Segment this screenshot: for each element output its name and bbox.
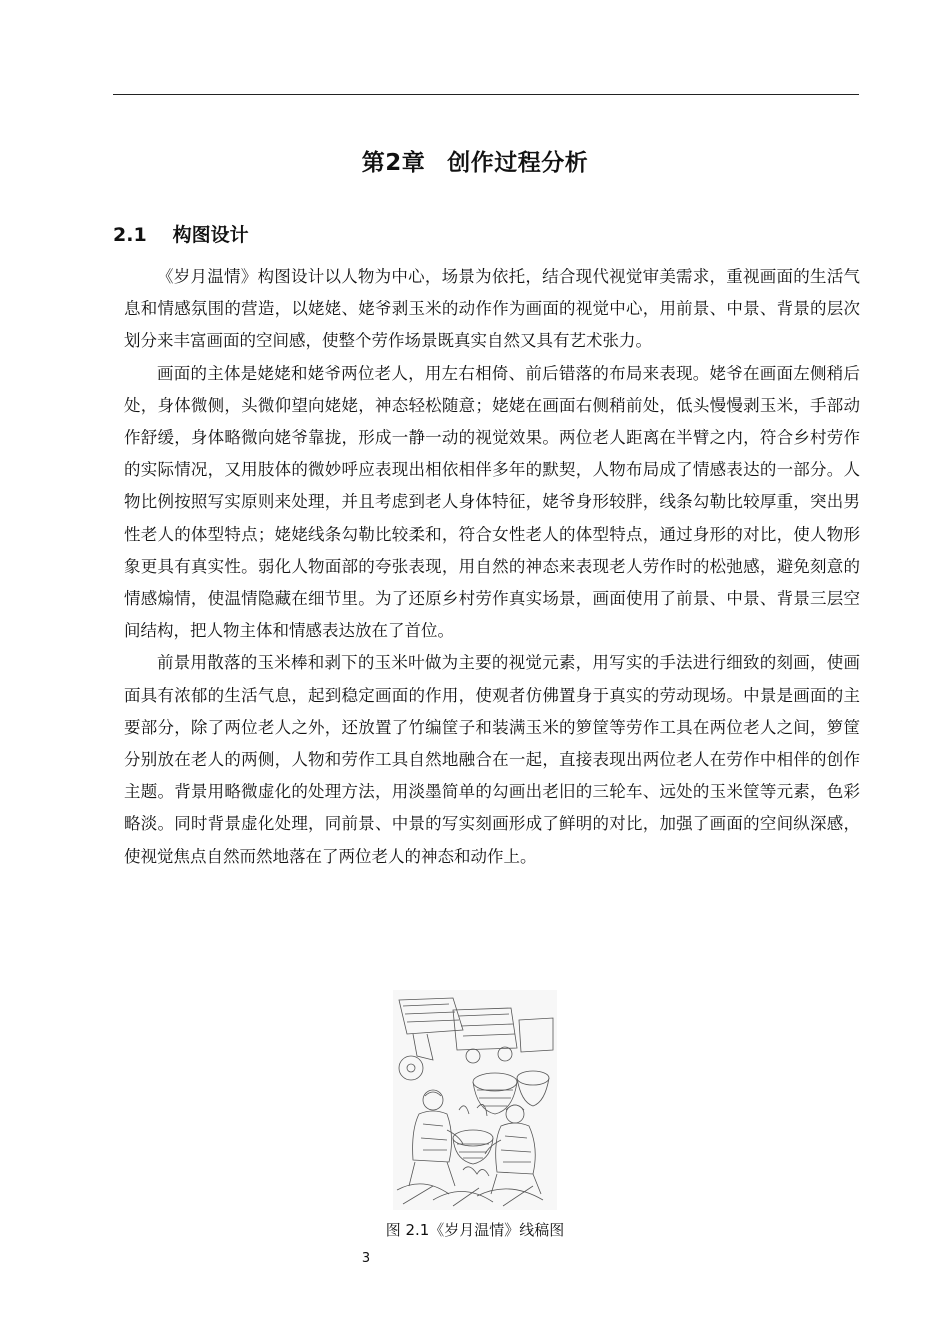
figure-line-drawing (393, 990, 557, 1210)
section-number: 2.1 (113, 224, 147, 246)
chapter-label: 第2章 (361, 150, 426, 176)
section-heading (113, 221, 249, 249)
paragraph-2: 画面的主体是姥姥和姥爷两位老人，用左右相倚、前后错落的布局来表现。姥爷在画面左侧稍后处，身体微侧，头微仰望向姥姥，神态轻松随意；姥姥在画面右侧稍前处，低头慢慢剥玉米，手部动作舒缓，身体略微向姥爷靠拢，形成一静一动的视觉效果。两位老人距离在半臂之内，符合乡村劳作的实际情况，又用肢体的微妙呼应表现出相依相伴多年的默契，人物布局成了情感表达的一部分。人物比例按照写实原则来处理，并且考虑到老人身体特征，姥爷身形较胖，线条勾勒比较厚重，突出男性老人的体型特点；姥姥线条勾勒比较柔和，符合女性老人的体型特点，通过身形的对比，使人物形象更具有真实性。弱化人物面部的夸张表现，用自然的神态来表现老人劳作时的松弛感，避免刻意的情感煽情，使温情隐藏在细节里。为了还原乡村劳作真实场景，画面使用了前景、中景、背景三层空间结构，把人物主体和情感表达放在了首位。 (124, 363, 860, 641)
body-text (124, 261, 860, 873)
paragraph-3: 前景用散落的玉米棒和剥下的玉米叶做为主要的视觉元素，用写实的手法进行细致的刻画，使画面具有浓郁的生活气息，起到稳定画面的作用，使观者仿佛置身于真实的劳动现场。中景是画面的主要部分，除了两位老人之外，还放置了竹编筐子和装满玉米的箩筐等劳作工具在两位老人之间，箩筐分别放在老人的两侧，人物和劳作工具自然地融合在一起，直接表现出两位老人在劳作中相伴的创作主题。背景用略微虚化的处理方法，用淡墨简单的勾画出老旧的三轮车、远处的玉米筐等元素，色彩略淡。同时背景虚化处理，同前景、中景的写实刻画形成了鲜明的对比，加强了画面的空间纵深感，使视觉焦点自然而然地落在了两位老人的神态和动作上。 (124, 653, 860, 866)
line-drawing-sketch-icon (393, 990, 557, 1210)
section-title: 构图设计 (172, 224, 249, 246)
chapter-title-text: 创作过程分析 (447, 150, 589, 176)
header-rule (113, 94, 859, 95)
figure-caption: 图 2.1《岁月温情》线稿图 (385, 1221, 565, 1239)
chapter-title (0, 146, 950, 180)
paragraph-1: 《岁月温情》构图设计以人物为中心，场景为依托，结合现代视觉审美需求，重视画面的生活气息和情感氛围的营造，以姥姥、姥爷剥玉米的动作作为画面的视觉中心，用前景、中景、背景的层次划分来丰富画面的空间感，使整个劳作场景既真实自然又具有艺术张力。 (124, 267, 860, 351)
page-number: 3 (361, 1251, 371, 1266)
